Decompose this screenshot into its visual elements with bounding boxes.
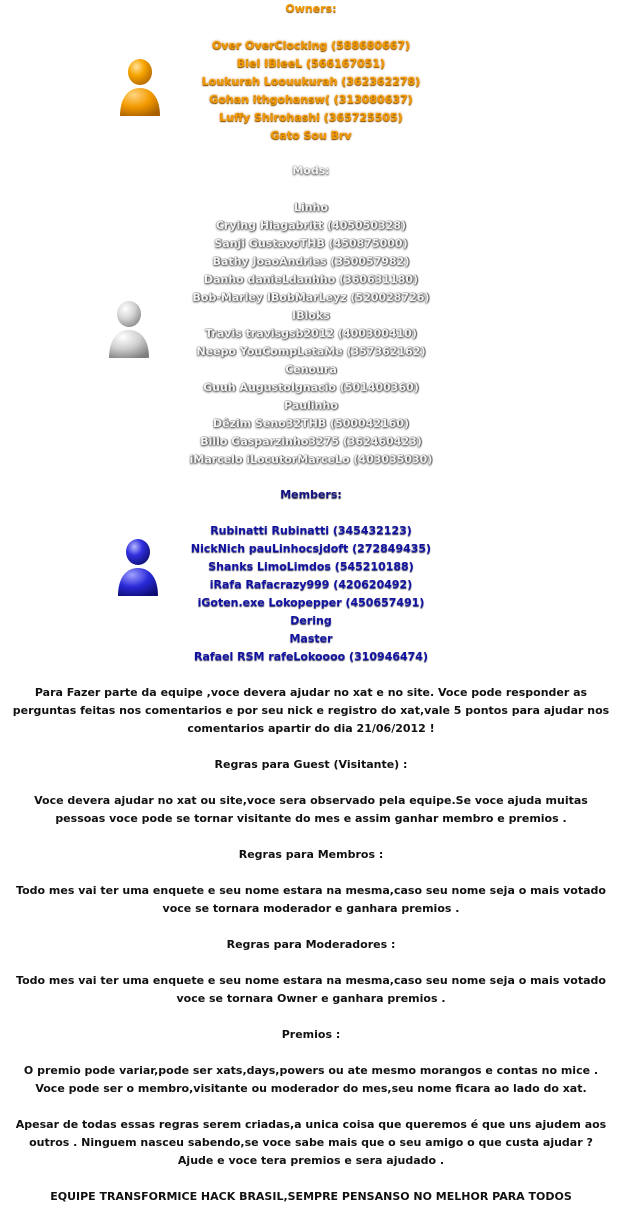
member-line: Shanks LimoLimdos (545210188): [208, 560, 414, 573]
owner-line: Luffy Shirohashi (365725505): [219, 111, 403, 124]
guest-rules-paragraph: [0, 792, 622, 828]
mod-line: Cenoura: [285, 363, 337, 376]
prizes-paragraph: [0, 1062, 622, 1098]
mod-line: Billo Gasparzinho3275 (362460423): [200, 435, 422, 448]
closing-paragraph: [0, 1116, 622, 1170]
guest-rules-heading: [0, 756, 622, 774]
members-heading: Members:: [280, 488, 342, 501]
mods-section: [0, 162, 622, 180]
prizes-heading: [0, 1026, 622, 1044]
mod-line: Travis travisgsb2012 (400300410): [205, 327, 417, 340]
mod-line: Crying Hiagabritt (405050328): [215, 219, 407, 232]
mod-line: Linho: [294, 201, 328, 214]
mod-line: Paulinho: [284, 399, 338, 412]
mods-heading: Mods:: [292, 164, 330, 177]
mod-user-icon: [106, 300, 152, 362]
mod-rules-heading: [0, 936, 622, 954]
owner-user-icon: [116, 58, 164, 120]
member-heading-text: Regras para Membros :: [238, 848, 384, 861]
mods-list: [0, 199, 622, 469]
owner-line: Loukurah Loouukurah (362362278): [201, 75, 421, 88]
owners-heading: Owners:: [285, 2, 337, 15]
mod-line: IBloks: [292, 309, 330, 322]
owner-line: Gohan ithgohansw( (313080637): [209, 93, 413, 106]
intro-text: Para Fazer parte da equipe ,voce devera ajudar no xat e no site. Voce pode responder as perguntas feitas nos comentarios e por seu nick e registro do xat,vale 5 pontos para ajudar nos comentarios apartir do dia 21/06/2012 !: [12, 686, 610, 735]
owners-list: [0, 37, 622, 145]
signature: [0, 1188, 622, 1206]
members-section: [0, 486, 622, 504]
signature-text: EQUIPE TRANSFORMICE HACK BRASIL,SEMPRE PENSANSO NO MELHOR PARA TODOS: [50, 1190, 572, 1203]
prizes-text: O premio pode variar,pode ser xats,days,powers ou ate mesmo morangos e contas no mice . Voce pode ser o membro,visitante ou moderador do mes,seu nome ficara ao lado do xat.: [23, 1064, 599, 1095]
guest-text: Voce devera ajudar no xat ou site,voce sera observado pela equipe.Se voce ajuda muitas pessoas voce pode se tornar visitante do mes e assim ganhar membro e premios .: [34, 794, 588, 825]
mod-line: iMarcelo iLocutorMarceLo (403035030): [189, 453, 433, 466]
mod-line: Bob-Marley IBobMarLeyz (520028726): [192, 291, 430, 304]
closing-text: Apesar de todas essas regras serem criadas,a unica coisa que queremos é que uns ajudem aos outros . Ninguem nasceu sabendo,se voce sabe mais que o seu amigo o que custa ajudar ? Ajude e voce tera premios e sera ajudado .: [15, 1118, 607, 1167]
member-rules-paragraph: [0, 882, 622, 918]
prizes-heading-text: Premios :: [281, 1028, 341, 1041]
member-rules-heading: [0, 846, 622, 864]
member-line: NickNich pauLinhocsjdoft (272849435): [190, 542, 432, 555]
member-line: Master: [289, 632, 333, 645]
owner-line: Biel IBieeL (566167051): [236, 57, 386, 70]
mod-text: Todo mes vai ter uma enquete e seu nome estara na mesma,caso seu nome seja o mais votado voce se tornara Owner e ganhara premios .: [16, 974, 606, 1005]
mod-heading-text: Regras para Moderadores :: [226, 938, 396, 951]
member-line: iGoten.exe Lokopepper (450657491): [197, 596, 425, 609]
intro-paragraph: [0, 684, 622, 738]
member-line: Dering: [290, 614, 332, 627]
owner-line: Over OverClocking (588680667): [211, 39, 411, 52]
mod-line: Neepo YouCompLetaMe (357362162): [196, 345, 426, 358]
mod-line: Sanji GustavoTHB (450875000): [214, 237, 408, 250]
mod-line: Bathy JoaoAndries (350057982): [212, 255, 410, 268]
mod-line: Guuh AugustoIgnacio (501400360): [203, 381, 419, 394]
member-text: Todo mes vai ter uma enquete e seu nome estara na mesma,caso seu nome seja o mais votado voce se tornara moderador e ganhara premios .: [16, 884, 606, 915]
mod-line: Danho danieLdanhho (360631180): [203, 273, 419, 286]
mod-rules-paragraph: [0, 972, 622, 1008]
member-line: iRafa Rafacrazy999 (420620492): [209, 578, 413, 591]
owners-section: [0, 0, 622, 18]
member-line: Rafael RSM rafeLokoooo (310946474): [193, 650, 428, 663]
member-user-icon: [114, 538, 162, 600]
owner-line: Gato Sou Brv: [270, 129, 352, 142]
mod-line: Dêzim Seno32THB (500042160): [213, 417, 409, 430]
member-line: Rubinatti Rubinatti (345432123): [210, 524, 412, 537]
guest-heading-text: Regras para Guest (Visitante) :: [214, 758, 408, 771]
members-list: [0, 522, 622, 666]
